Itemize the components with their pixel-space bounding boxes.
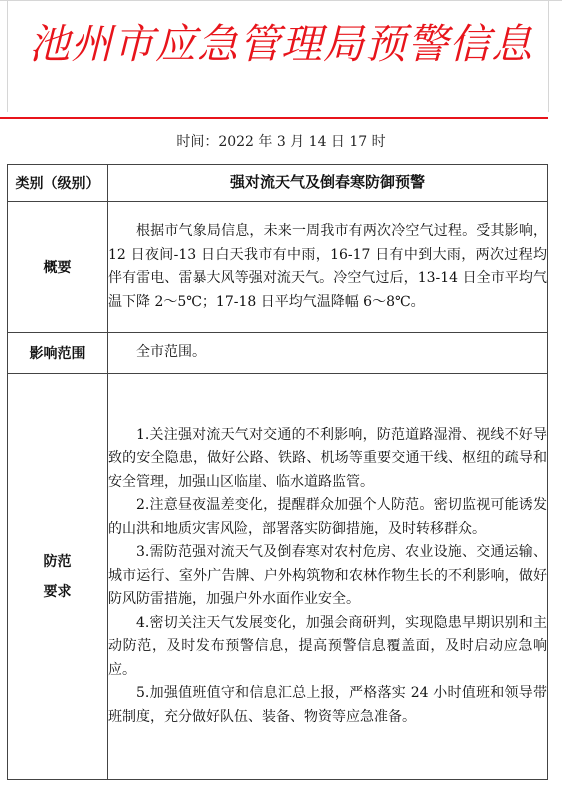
warning-type: 强对流天气及倒春寒防御预警 <box>108 165 548 202</box>
summary-label: 概要 <box>8 202 108 333</box>
summary-cell <box>108 202 548 333</box>
summary-row <box>8 202 548 333</box>
requirements-label-line1: 防范 <box>43 553 72 570</box>
requirement-item-4: 4.密切关注天气发展变化，加强会商研判，实现隐患早期识别和主动防范，及时发布预警信息，提高预警信息覆盖面，及时启动应急响应。 <box>108 614 547 678</box>
document-title: 池州市应急管理局预警信息 <box>29 20 533 68</box>
warning-table <box>7 164 548 780</box>
scope-label: 影响范围 <box>8 333 108 374</box>
page-guide-top <box>0 0 562 1</box>
title-divider <box>0 117 548 119</box>
requirements-row <box>8 374 548 780</box>
requirements-cell <box>108 374 548 780</box>
scope-row <box>8 333 548 374</box>
requirements-label-line2: 要求 <box>43 583 72 600</box>
table-header-row <box>8 165 548 202</box>
requirement-item-1: 1.关注强对流天气对交通的不利影响，防范道路湿滑、视线不好导致的安全隐患，做好公路、铁路、机场等重要交通干线、枢纽的疏导和安全管理，加强山区临崖、临水道路监管。 <box>108 426 547 490</box>
requirements-label <box>8 374 108 780</box>
summary-text: 根据市气象局信息，未来一周我市有两次冷空气过程。受其影响，12 日夜间-13 日白天我市有中雨，16-17 日有中到大雨，两次过程均伴有雷电、雷暴大风等强对流天气。冷空气过后，13-14 日全市平均气温下降 2～5℃；17-18 日平均气温降幅 6～8℃。 <box>108 223 547 310</box>
category-header: 类别（级别） <box>8 165 108 202</box>
requirement-item-3: 3.需防范强对流天气及倒春寒对农村危房、农业设施、交通运输、城市运行、室外广告牌、户外构筑物和农林作物生长的不利影响，做好防风防雷措施，加强户外水面作业安全。 <box>108 544 547 608</box>
scope-cell <box>108 333 548 374</box>
requirement-item-2: 2.注意昼夜温差变化，提醒群众加强个人防范。密切监视可能诱发的山洪和地质灾害风险，部署落实防御措施，及时转移群众。 <box>108 497 547 537</box>
requirement-item-5: 5.加强值班值守和信息汇总上报，严格落实 24 小时值班和领导带班制度，充分做好队伍、装备、物资等应急准备。 <box>108 685 547 725</box>
scope-text: 全市范围。 <box>136 344 206 361</box>
issue-time: 时间：2022 年 3 月 14 日 17 时 <box>176 134 386 150</box>
